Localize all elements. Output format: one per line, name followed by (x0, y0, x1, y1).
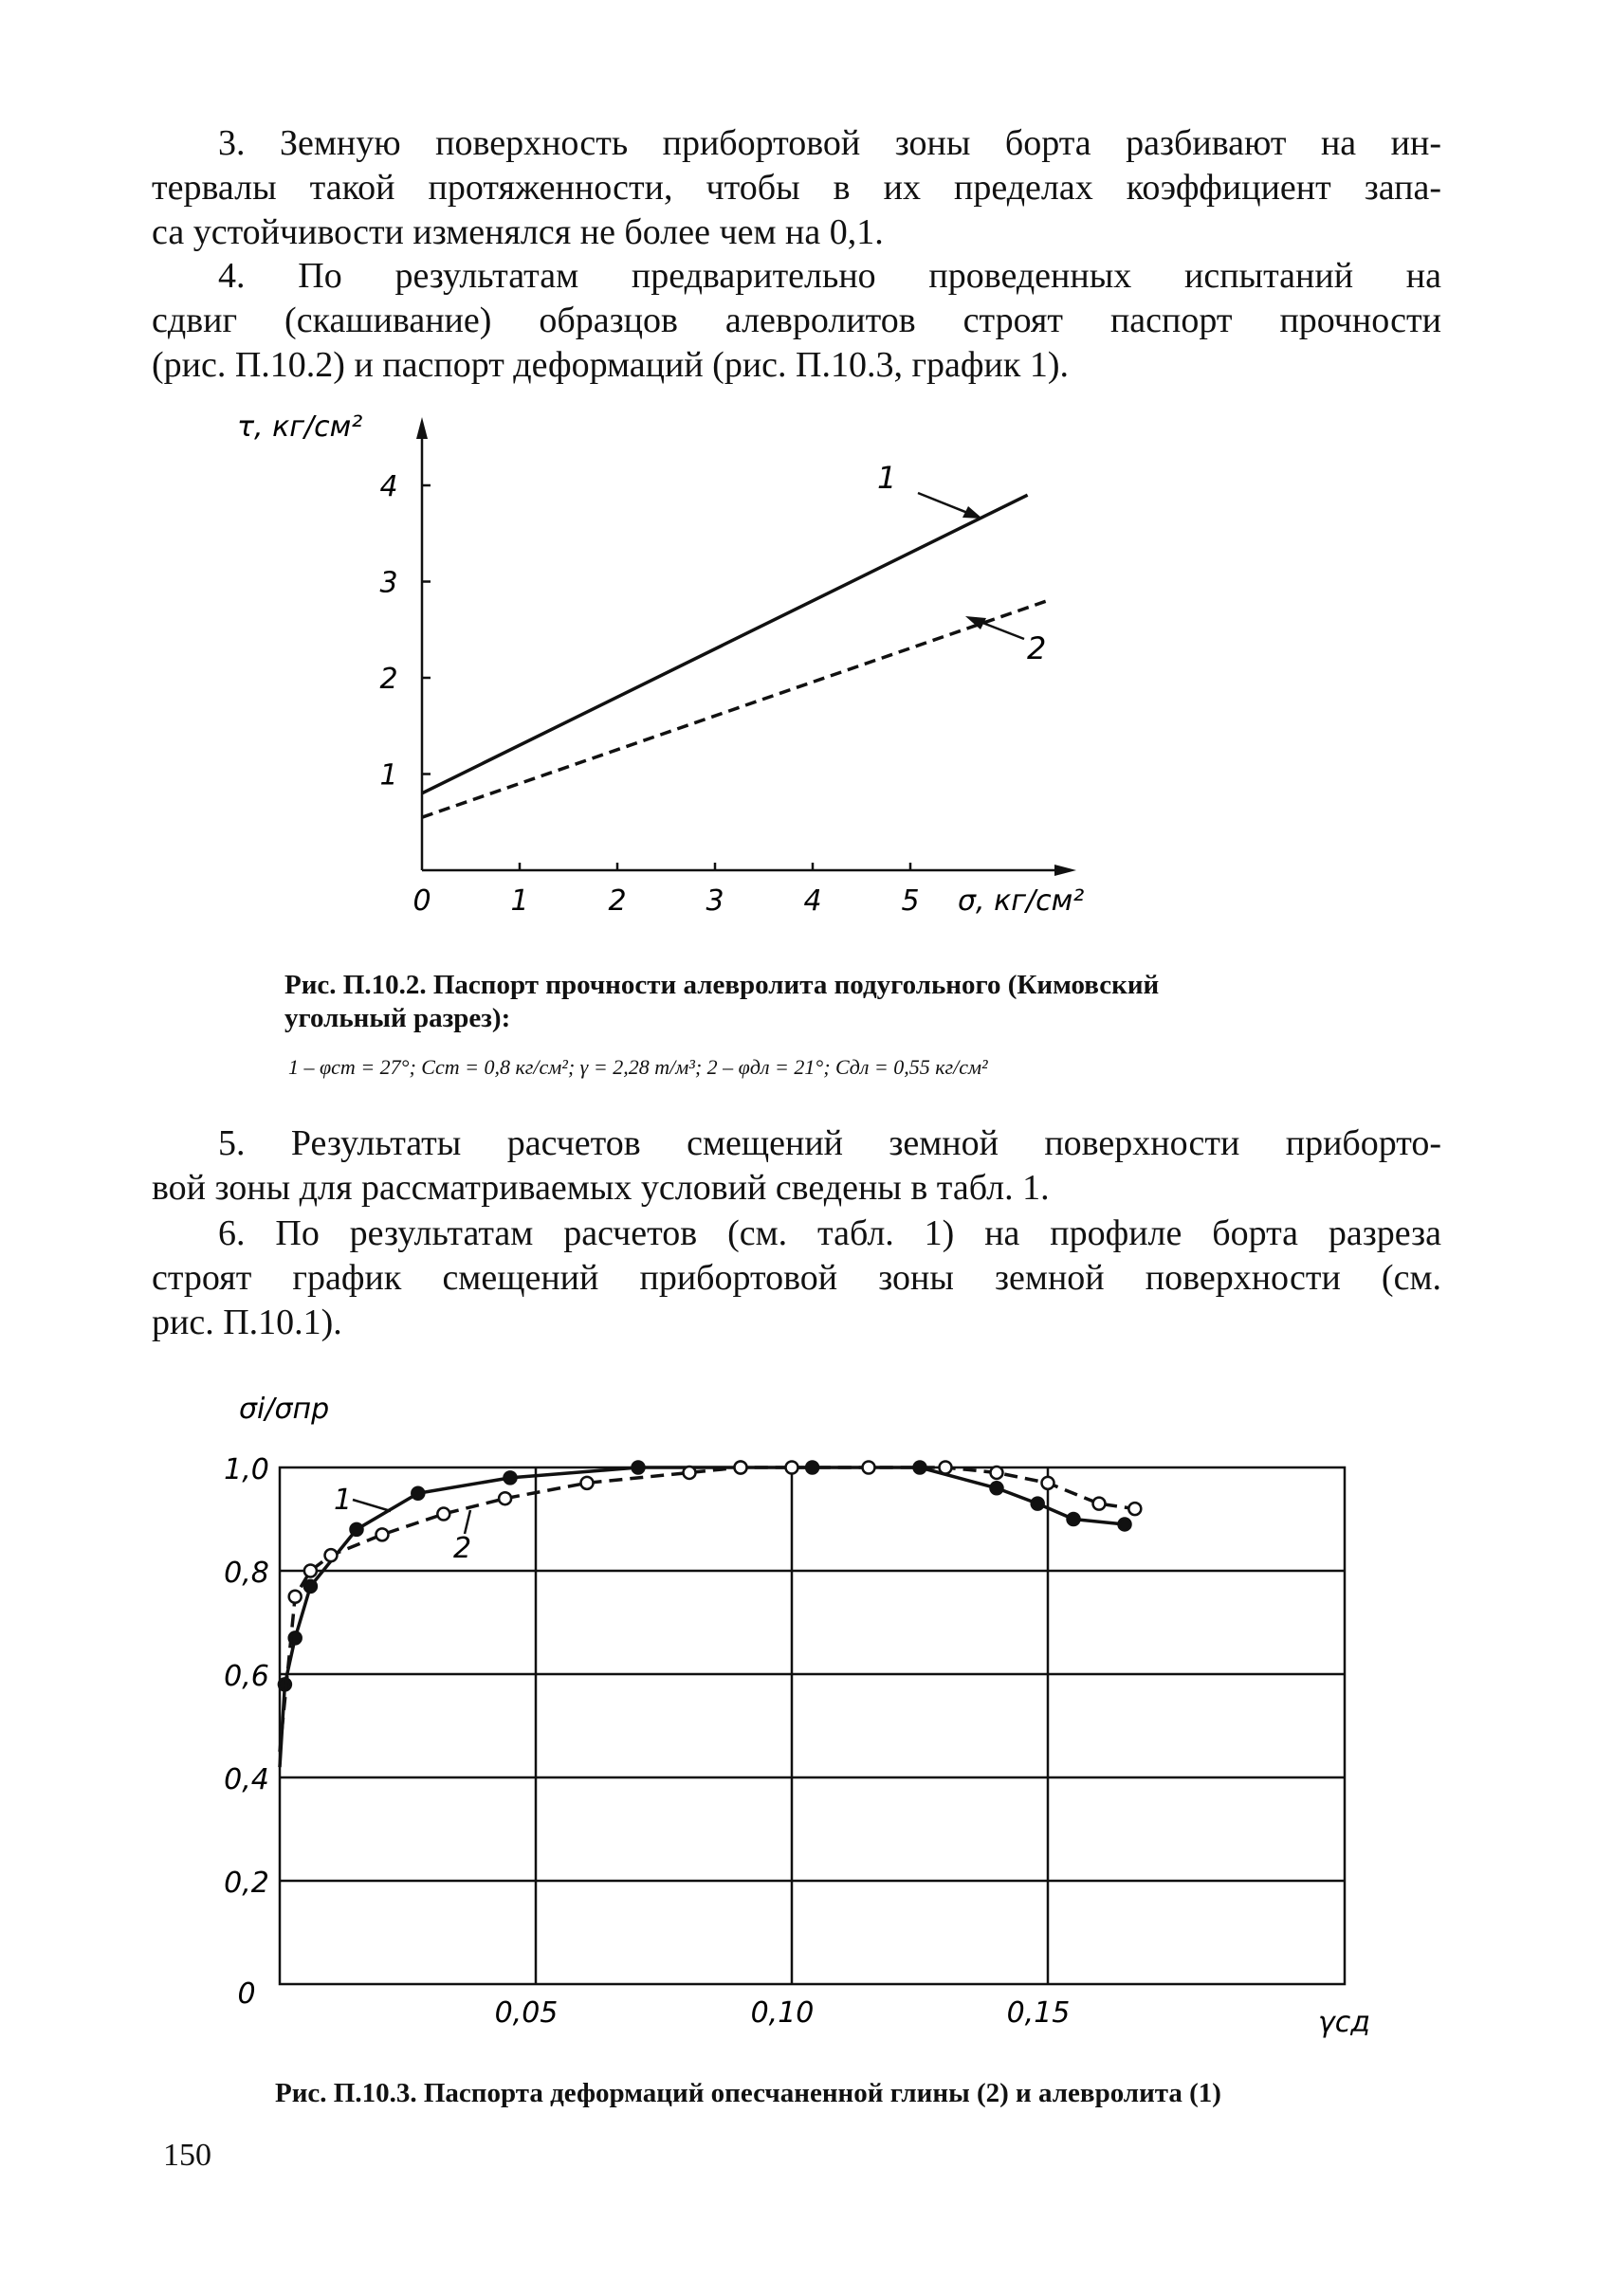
paragraph-4 (152, 254, 1441, 388)
series-point-2 (289, 1591, 302, 1603)
deformation-passport-chart (0, 1384, 1613, 2067)
series-point-1 (304, 1580, 317, 1593)
series-line-2 (422, 601, 1047, 817)
series-leader-2 (465, 1510, 470, 1534)
p3-line-2: тервалы такой протяженности, чтобы в их пределах коэффициент запа- (152, 168, 1441, 208)
x-axis-label: γсд (1318, 2006, 1370, 2039)
x-tick-label: 0,10 (750, 1996, 815, 2030)
paragraph-5 (152, 1121, 1441, 1211)
y-tick-label: 1,0 (224, 1453, 269, 1486)
y-axis-arrow (416, 417, 428, 439)
figure1-caption-line-2: угольный разрез): (284, 1003, 511, 1033)
series-point-2 (684, 1467, 696, 1479)
y-tick-label: 4 (379, 470, 398, 503)
series-point-2 (437, 1508, 449, 1521)
series-point-1 (351, 1523, 363, 1536)
y-tick-label: 0,2 (224, 1867, 269, 1900)
y-axis-label: σi/σпр (239, 1393, 330, 1426)
y-tick-label: 0,8 (224, 1557, 269, 1590)
y-tick-label: 3 (379, 566, 398, 600)
series-point-2 (376, 1528, 389, 1540)
plot-frame (280, 1467, 1345, 1984)
series-point-2 (499, 1492, 511, 1504)
x-axis-label: σ, кг/см² (958, 884, 1085, 918)
page-number: 150 (163, 2138, 211, 2173)
series-point-2 (863, 1462, 875, 1474)
series-point-1 (1119, 1518, 1131, 1530)
x-axis-arrow (1054, 865, 1076, 876)
p6-line-1: 6. По результатам расчетов (см. табл. 1) на профиле борта разреза (218, 1213, 1441, 1253)
series-leader-1 (353, 1500, 391, 1511)
p4-line-3: (рис. П.10.2) и паспорт деформаций (рис. П.10.3, график 1). (152, 345, 1069, 385)
x-tick-label: 0,05 (494, 1996, 559, 2030)
series-line-2 (280, 1467, 1135, 1752)
series-point-2 (735, 1462, 747, 1474)
x-tick-label: 4 (803, 884, 822, 918)
series-point-2 (304, 1565, 317, 1577)
p6-line-2: строят график смещений прибортовой зоны земной поверхности (см. (152, 1258, 1441, 1298)
figure2-caption: Рис. П.10.3. Паспорта деформаций опесчаненной глины (2) и алевролита (1) (275, 2078, 1221, 2108)
series-point-2 (581, 1477, 594, 1489)
series-point-1 (991, 1482, 1003, 1494)
series-point-2 (1093, 1498, 1106, 1510)
x-tick-label: 0 (412, 884, 431, 918)
p5-line-1: 5. Результаты расчетов смещений земной поверхности приборто- (218, 1123, 1441, 1163)
series-line-1 (422, 495, 1028, 793)
x-tick-label: 2 (608, 884, 627, 918)
x-tick-label: 0,15 (1006, 1996, 1071, 2030)
figure1-caption (284, 969, 1328, 1035)
series-point-1 (1032, 1498, 1044, 1510)
x-tick-label: 3 (706, 884, 724, 918)
series-label-1: 1 (877, 460, 897, 496)
figure1-caption-line-1: Рис. П.10.2. Паспорт прочности алевролита подугольного (Кимовский (284, 970, 1160, 1000)
series-point-1 (632, 1462, 645, 1474)
series-point-2 (1042, 1477, 1054, 1489)
y-axis-label: τ, кг/см² (237, 410, 363, 444)
series-point-2 (991, 1467, 1003, 1479)
series-point-2 (1128, 1503, 1141, 1515)
y-tick-label: 0,4 (224, 1763, 269, 1796)
strength-passport-chart (0, 408, 1613, 948)
x-tick-label: 1 (510, 884, 529, 918)
series-point-1 (1068, 1513, 1080, 1525)
x-tick-label: 5 (901, 884, 920, 918)
series-leader-arrow-1 (962, 506, 982, 519)
p4-line-2: сдвиг (скашивание) образцов алевролитов строят паспорт прочности (152, 301, 1441, 340)
series-point-1 (412, 1487, 424, 1500)
p5-line-2: вой зоны для рассматриваемых условий сведены в табл. 1. (152, 1168, 1050, 1208)
p6-line-3: рис. П.10.1). (152, 1303, 342, 1342)
series-label-2: 2 (453, 1532, 472, 1565)
series-point-2 (325, 1549, 338, 1561)
y-tick-label: 1 (379, 758, 398, 793)
series-label-1: 1 (334, 1484, 353, 1517)
y-tick-label: 2 (379, 663, 398, 696)
series-point-1 (504, 1471, 517, 1484)
series-point-2 (786, 1462, 798, 1474)
paragraph-3 (152, 121, 1441, 255)
p3-line-1: 3. Земную поверхность прибортовой зоны борта разбивают на ин- (218, 123, 1441, 163)
series-point-2 (940, 1462, 952, 1474)
y-tick-label: 0,6 (224, 1660, 269, 1693)
series-line-1 (280, 1467, 1125, 1767)
y-tick-label: 0 (237, 1977, 256, 2011)
p3-line-3: са устойчивости изменялся не более чем на 0,1. (152, 212, 884, 252)
p4-line-1: 4. По результатам предварительно проведенных испытаний на (218, 256, 1441, 296)
paragraph-6 (152, 1212, 1441, 1345)
series-label-2: 2 (1027, 630, 1047, 666)
figure1-legend: 1 – φст = 27°; Cст = 0,8 кг/см²; γ = 2,28 т/м³; 2 – φдл = 21°; Cдл = 0,55 кг/см² (288, 1055, 988, 1079)
